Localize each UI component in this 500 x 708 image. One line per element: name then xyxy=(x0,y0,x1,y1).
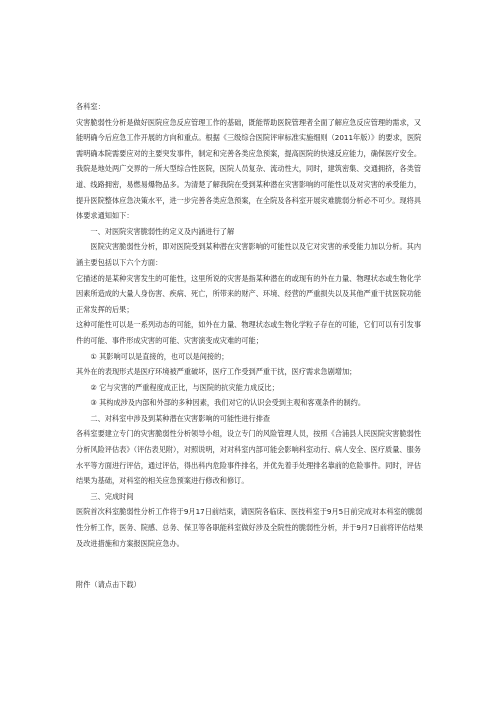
paragraph-intro: 灾害脆弱性分析是做好医院应急反应管理工作的基础，既能帮助医院管理者全面了解应急反应管理的需求，又能明确今后应急工作开展的方向和重点。根据《三级综合医院评审标准实施细则（2011年版）》的要求，医院需明确本院需要应对的主要突发事件，制定和完善各类应急预案，提高医院的快速反应能力，确保医疗安全。 xyxy=(76,117,422,158)
section-heading-1: 一、对医院灾害脆弱性的定义及内涵进行了解 xyxy=(90,226,235,236)
notice-document xyxy=(76,99,428,593)
paragraph-aspect-dynamic: 这种可能性可以是一系列动态的可能，如外在力量、物理状态或生物化学粒子存在的可能，它们可以有引发事件的可能、事件形成灾害的可能、灾害演变成灾难的可能； xyxy=(76,320,422,345)
list-item-3: ③ 其构成涉及内部和外部的多种因素，我们对它的认识会受到主观和客观条件的制约。 xyxy=(90,398,366,408)
paragraph-aspect-manifestation: 其外在的表现形式是医疗环境被严重破坏，医疗工作受到严重干扰，医疗需求急剧增加； xyxy=(76,367,357,377)
section-heading-2: 二、对科室中涉及到某种潜在灾害影响的可能性进行排查 xyxy=(90,413,271,423)
paragraph-hospital-context: 我院是地处两广交界的一所大型综合性医院，医院人员复杂、流动性大，同时，建筑密集、交通拥挤，各类管道、线路拥密，易燃易爆物品多。为清楚了解我院在受到某种潜在灾害影响的可能性以及对灾害的承受能力，提升医院整体应急决策水平，进一步完善各类应急预案，在全院及各科室开展灾难脆弱分析必不可少。现将具体要求通知如下： xyxy=(76,164,422,221)
paragraph-definition: 医院灾害脆弱性分析，即对医院受到某种潜在灾害影响的可能性以及它对灾害的承受能力加以分析。其内涵主要包括以下六个方面： xyxy=(76,242,422,267)
list-item-1: ① 其影响可以是直接的，也可以是间接的； xyxy=(90,351,229,361)
section-heading-3: 三、完成时间 xyxy=(90,491,134,501)
list-item-2: ② 它与灾害的严重程度成正比，与医院的抗灾能力成反比； xyxy=(90,382,279,392)
attachment-link[interactable]: 附件（请点击下载） xyxy=(76,580,141,590)
salutation: 各科室： xyxy=(76,102,105,111)
paragraph-deadline: 医院首次科室脆弱性分析工作将于9月17日前结束，请医院各临床、医技科室于9月5日前完成对本科室的脆弱性分析工作，医务、院感、总务、保卫等各职能科室做好涉及全院性的脆弱性分析，并于9月7日前将评估结果及改进措施和方案报医院应急办。 xyxy=(76,507,423,548)
paragraph-department-assessment: 各科室要建立专门的灾害脆弱性分析领导小组，设立专门的风险管理人员，按照《合浦县人民医院灾害脆弱性分析风险评估表》（评估表见附），对照说明，对对科室内部可能会影响科室动行、病人安全、医疗质量、服务水平等方面进行评估，通过评估，得出科内危险事件排名，并优先着手处理排名靠前的危险事件。同时，评估结果为基础，对科室的相关应急预案进行修改和修订。 xyxy=(76,429,422,486)
paragraph-aspect-probability: 它描述的是某种灾害发生的可能性，这里所说的灾害是指某种潜在的或现有的外在力量、物理状态或生物化学因素所造成的大量人身伤害、疾病、死亡，所带来的财产、环境、经营的严重损失以及其他严重干扰医院功能正常发挥的后果； xyxy=(76,273,422,314)
